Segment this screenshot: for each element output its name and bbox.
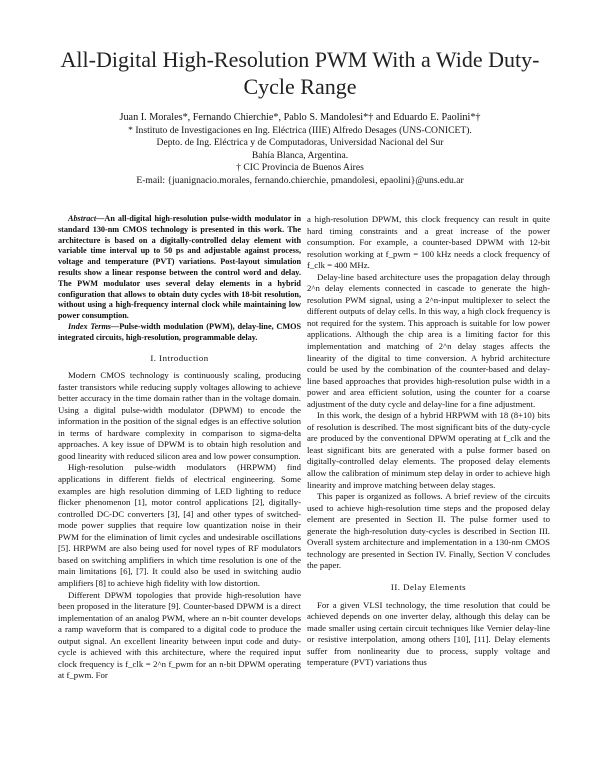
left-column [58, 214, 301, 682]
section-heading: I. Introduction [150, 352, 209, 363]
affiliation-line: * Instituto de Investigaciones en Ing. Eléctrica (IIIE) Alfredo Desages (UNS-CONICET). [128, 124, 472, 136]
body-paragraph: This paper is organized as follows. A brief review of the circuits used to achieve high-resolution time steps and the proposed delay element are presented in Section II. The pulse former used to generate the high-resolution duty-cycles is described in Section III. Overall system architecture and implementation in a 130-nm CMOS technology are presented in Section IV. Finally, Section V concludes the paper. [307, 491, 550, 571]
index-terms [58, 322, 301, 344]
index-terms-text: Pulse-width modulation (PWM), delay-line, CMOS integrated circuits, high-resolution, programmable delay. [58, 321, 301, 342]
body-paragraph: Delay-line based architecture uses the propagation delay through 2^n delay elements connected in cascade to generate the high-resolution PWM signal, using a 2^n-input multiplexer to select the different outputs of delay cells. In this way, a high clock frequency is not required for the system. This approach is suitable for low power applications. Although the chip area is a limiting factor for this implementation and matching of 2^n delay stages affects the linearity of the digital to time conversion. A hybrid architecture could be used by the combination of the counter-based and delay-line based approaches that provides high-resolution pulse width in a power and area efficient solution, using the counter for a coarse adjustment of the duty cycle and delay-line for a fine adjustment. [307, 271, 550, 409]
index-terms-label: Index Terms— [68, 321, 120, 331]
affiliation-line: Depto. de Ing. Eléctrica y de Computadoras, Universidad Nacional del Sur [156, 137, 444, 149]
body-paragraph: Modern CMOS technology is continuously scaling, producing faster transistors while reducing supply voltages allowing to achieve better accuracy in the time domain rather than in the voltage domain. Using a digital pulse-width modulator (DPWM) to encode the information in the position of the signal edges is an effective solution in terms of hardware complexity in comparison to sigma-delta approaches. A key issue of DPWM is to obtain high resolution and good linearity with reduced silicon area and low power consumption. [58, 370, 301, 461]
abstract-text: An all-digital high-resolution pulse-width modulator in standard 130-nm CMOS technology is presented in this work. The architecture is based on a digitally-controlled delay element with variable time interval up to 50 ps and adjustable against process, voltage and temperature (PVT) variations. Post-layout simulation results show a linear response between the control word and delay. The PWM modulator uses several delay elements in a hybrid configuration that allows to obtain duty cycles with 18-bit resolution, without using a high-frequency internal clock while maintaining low power consumption. [58, 214, 301, 321]
body-paragraph: For a given VLSI technology, the time resolution that could be achieved depends on one inverter delay, although this delay can be made smaller using certain circuit techniques like Vernier delay-line or resistive interpolation, among others [10], [11]. Delay elements suffer from nonlinearity due to process, supply voltage and temperature (PVT) variations thus [307, 599, 550, 668]
abstract [58, 214, 301, 322]
author-block [40, 112, 560, 188]
affiliation-line: † CIC Provincia de Buenos Aires [236, 162, 364, 174]
paper-title: All-Digital High-Resolution PWM With a Wide Duty-Cycle Range [60, 47, 540, 99]
section-heading: II. Delay Elements [390, 581, 467, 592]
affiliation-line: Bahía Blanca, Argentina. [251, 149, 349, 161]
body-paragraph: Different DPWM topologies that provide high-resolution have been proposed in the literature [9]. Counter-based DPWM is a direct implementation of an analog PWM, where an n-bit counter develops a ramp waveform that is compared to a digital code to produce the output signal. An excellent linearity between input code and duty-cycle is achieved with this architecture, where the required input clock frequency is f_clk = 2^n f_pwm for an n-bit DPWM operating at f_pwm. For [58, 589, 301, 681]
body-paragraph: In this work, the design of a hybrid HRPWM with 18 (8+10) bits of resolution is described. The most significant bits of the duty-cycle are produced by the conventional DPWM operating at f_clk and the least significant bits are generated with a pulse former based on digitally-controlled delay elements. The proposed delay elements allow the calibration of minimum step delay in order to achieve high linearity and improve matching between delay stages. [307, 410, 550, 490]
right-column [307, 214, 550, 669]
body-paragraph: a high-resolution DPWM, this clock frequency can result in quite hard timing constraints and a great increase of the power consumption. For example, a counter-based DPWM with 12-bit resolution working at f_pwm = 100 kHz needs a clock frequency of f_clk = 400 MHz. [307, 214, 550, 271]
email-line: E-mail: {juanignacio.morales, fernando.chierchie, pmandolesi, epaolini}@uns.edu.ar [136, 174, 464, 186]
body-paragraph: High-resolution pulse-width modulators (HRPWM) find applications in different fields of electrical engineering. Some examples are high resolution dimming of LED lighting to reduce flicker phenomenon [1], motor control applications [2], digitally-controlled DC-DC converters [3], [4] and other types of switched-mode power supplies that require low quantization noise in their PWM for the elimination of limit cycles and undesirable oscillations [5]. HRPWM are also being used for novel types of RF modulators based on switching amplifiers in which time resolution is one of the main limitations [6], [7]. It could also be used in switching audio amplifiers [8] to achieve high fidelity with low distortion. [58, 462, 301, 588]
abstract-label: Abstract— [68, 214, 105, 223]
authors: Juan I. Morales*, Fernando Chierchie*, Pablo S. Mandolesi*† and Eduardo E. Paolini*† [119, 112, 481, 123]
